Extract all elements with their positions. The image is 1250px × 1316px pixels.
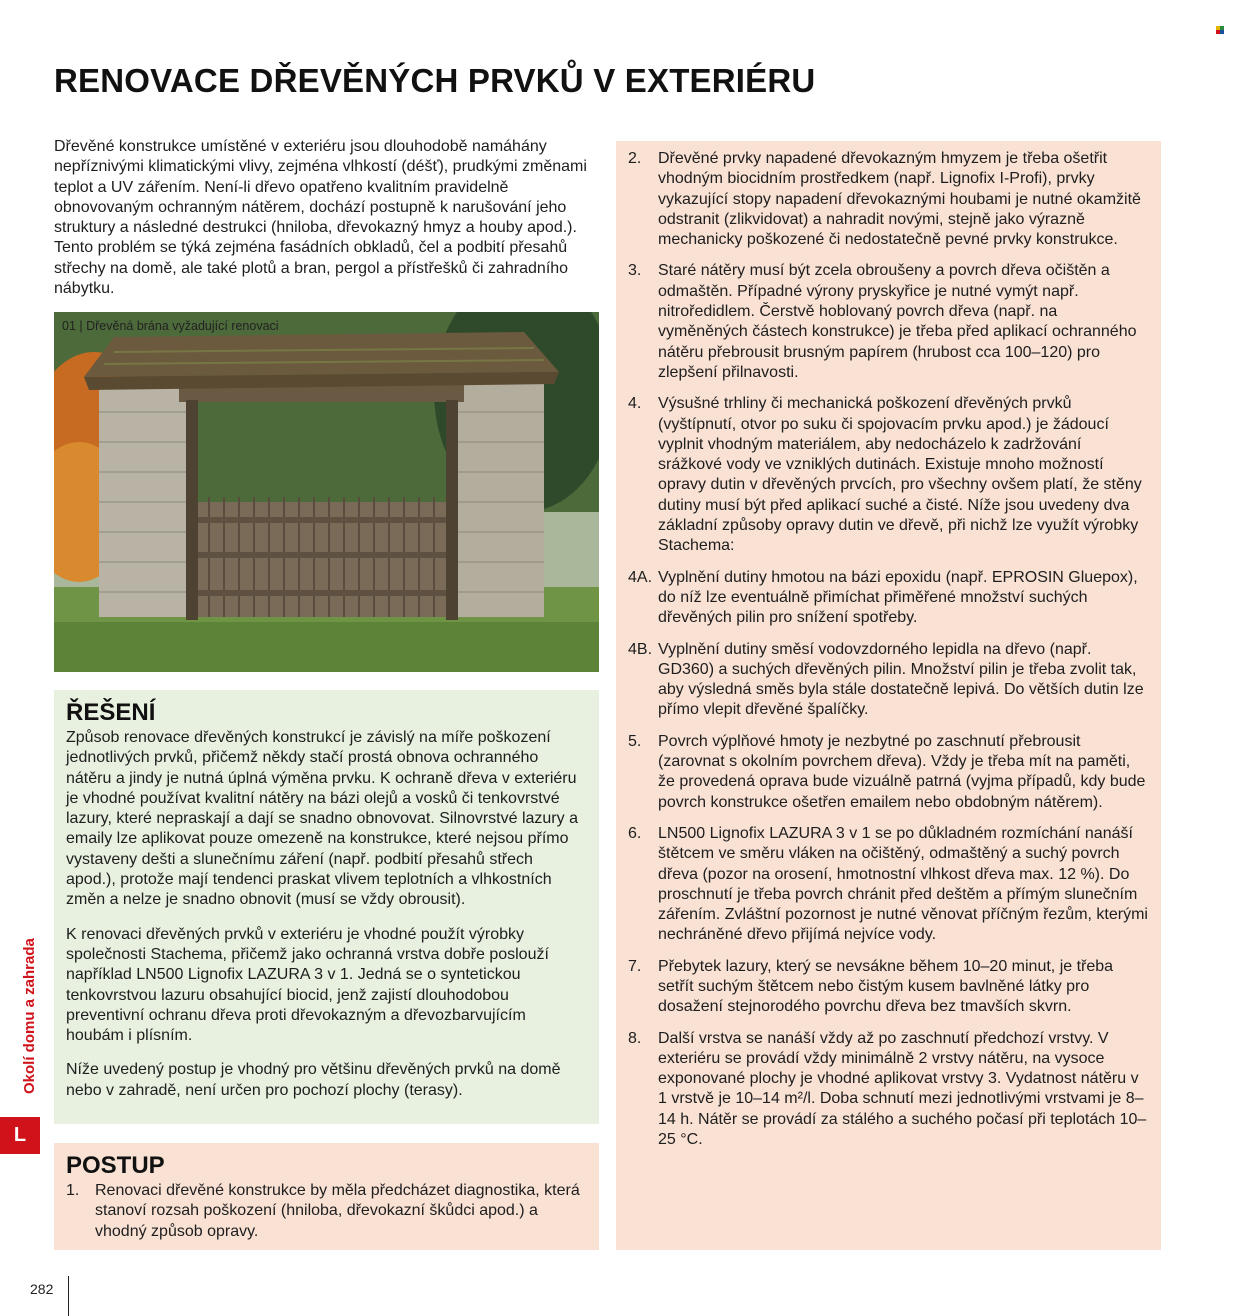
page-number: 282 xyxy=(30,1281,54,1297)
procedure-step xyxy=(628,957,1149,1018)
gate-image xyxy=(54,312,599,672)
step-text: Staré nátěry musí být zcela obroušeny a povrch dřeva očištěn a odmaštěn. Případné výrony pryskyřice je nutné vymýt např. nitroředidlem. Čerstvě hoblovaný povrch dřeva (např. na vyměněných částech konstrukce) je třeba před aplikací ochranného nátěru přebrousit brusným papírem (hrubost cca 100–120) pro zlepšení přilnavosti. xyxy=(658,262,1137,381)
step-number: 8. xyxy=(628,1029,642,1047)
procedure-step xyxy=(628,732,1149,813)
procedure-step xyxy=(628,640,1149,721)
solution-paragraph: Níže uvedený postup je vhodný pro většinu dřevěných prvků na domě nebo v zahradě, není určen pro pochozí plochy (terasy). xyxy=(66,1061,561,1099)
procedure-heading: POSTUP xyxy=(66,1152,165,1179)
procedure-step xyxy=(628,149,1149,250)
procedure-step xyxy=(628,261,1149,383)
step-number: 3. xyxy=(628,262,642,280)
step-text: Renovaci dřevěné konstrukce by měla předcházet diagnostika, která stanoví rozsah poškození (hniloba, dřevokazní škůdci apod.) a vhodný způsob opravy. xyxy=(95,1182,580,1240)
step-text: Přebytek lazury, který se nevsákne během 10–20 minut, je třeba setřít suchým štětcem nebo čistým kusem bavlněné látky pro dosažení stejnorodého povrchu dřeva bez tmavších skvrn. xyxy=(658,957,1114,1016)
photo-caption: 01 | Dřevěná brána vyžadující renovaci xyxy=(62,319,279,333)
section-label: Okolí domu a zahrada xyxy=(21,938,38,1094)
procedure-list-continued xyxy=(628,149,1149,1150)
procedure-step xyxy=(628,394,1149,556)
step-number: 4A. xyxy=(628,568,653,586)
gate-photo xyxy=(54,312,599,672)
step-number: 2. xyxy=(628,150,642,167)
color-registration-icon xyxy=(1216,26,1224,34)
step-number: 7. xyxy=(628,957,642,975)
solution-box xyxy=(54,690,599,1124)
page-title: RENOVACE DŘEVĚNÝCH PRVKŮ V EXTERIÉRU xyxy=(54,62,816,99)
intro-paragraph: Dřevěné konstrukce umístěné v exteriéru jsou dlouhodobě namáhány nepříznivými klimatickými vlivy, zejména vlhkostí (déšť), prudkými změnami teplot a UV zářením. Není-li dřevo opatřeno kvalitním pravidelně obnovovaným ochranným nátěrem, dochází postupně k narušování jeho struktury a následné destrukci (hniloba, dřevokazný hmyz a houby apod.). Tento problém se týká zejména fasádních obkladů, čel a podbití přesahů střechy na domě, ale také plotů a bran, pergol a přístřešků či zahradního nábytku. xyxy=(54,138,587,298)
step-number: 5. xyxy=(628,732,642,750)
procedure-step xyxy=(628,1029,1149,1151)
procedure-continued-box xyxy=(616,141,1161,1250)
procedure-step xyxy=(628,824,1149,946)
procedure-list xyxy=(66,1181,587,1242)
procedure-step xyxy=(628,568,1149,629)
step-text: Výsušné trhliny či mechanická poškození dřevěných prvků (vyštípnutí, otvor po suku či spojovacím prvku apod.) je žádoucí vyplnit vhodným materiálem, aby nedocházelo k zadržování srážkové vody ve vzniklých dutinách. Existuje mnoho možností opravy dutin v dřevěných prvcích, pro všechny ovšem platí, že stěny dutiny musí být před aplikací suché a čisté. Níže jsou uvedeny dva základní způsoby opravy dutin ve dřevě, při nichž lze využít výrobky Stachema: xyxy=(658,395,1142,555)
solution-heading: ŘEŠENÍ xyxy=(66,699,156,726)
step-text: Povrch výplňové hmoty je nezbytné po zaschnutí přebrousit (zarovnat s okolním povrchem dřeva). Vždy je třeba mít na paměti, že provedená oprava bude vizuálně patrná (vyjma případů, kdy bude povrch konstrukce ošetřen emailem nebo obdobným nátěrem). xyxy=(658,732,1146,811)
section-tab: L xyxy=(0,1117,40,1154)
step-number: 6. xyxy=(628,824,642,842)
step-number: 4B. xyxy=(628,640,653,658)
step-text: Vyplnění dutiny hmotou na bázi epoxidu (např. EPROSIN Gluepox), do níž lze eventuálně přimíchat přiměřené množství suchých dřevěných pilin pro snížení spotřeby. xyxy=(658,568,1138,627)
step-number: 1. xyxy=(66,1182,80,1199)
step-text: Dřevěné prvky napadené dřevokazným hmyzem je třeba ošetřit vhodným biocidním prostředkem (např. Lignofix I-Profi), prvky vykazující stopy napadení dřevokaznými houbami je nutné okamžitě odstranit (zlikvidovat) a nahradit novými, stejně jako výrazně mechanicky poškozené či nedostatečně pevné prvky konstrukce. xyxy=(658,150,1141,249)
solution-paragraph: K renovaci dřevěných prvků v exteriéru je vhodné použít výrobky společnosti Stachema, přičemž jako ochranná vrstva dobře poslouží například LN500 Lignofix LAZURA 3 v 1. Jedná se o syntetickou tenkovrstvou lazuru obsahující biocid, jenž zajistí dlouhodobou preventivní ochranu dřeva proti dřevokazným a dřevozbarvujícím houbám i plísním. xyxy=(66,925,549,1045)
procedure-box xyxy=(54,1143,599,1250)
step-text: Vyplnění dutiny směsí vodovzdorného lepidla na dřevo (např. GD360) a suchých dřevěných pilin. Množství pilin je třeba zvolit tak, aby výsledná směs byla stále dostatečně lepivá. Do větších dutin lze přímo vlepit dřevěné špalíčky. xyxy=(658,640,1144,719)
procedure-step xyxy=(66,1181,587,1242)
page-divider xyxy=(68,1276,69,1316)
step-text: Další vrstva se nanáší vždy až po zaschnutí předchozí vrstvy. V exteriéru se provádí vždy minimálně 2 vrstvy nátěru, na vysoce exponované plochy je vhodné aplikovat vrstvy 3. Vydatnost nátěru v 1 vrstvě je 10–14 m²/l. Doba schnutí mezi jednotlivými vrstvami je 8–14 h. Nátěr se provádí za stálého a suchého počasí při teplotách 10–25 °C. xyxy=(658,1029,1147,1149)
step-text: LN500 Lignofix LAZURA 3 v 1 se po důkladném rozmíchání nanáší štětcem ve směru vláken na očištěný, odmaštěný a suchý povrch dřeva (pozor na orosení, hmotnostní vlhkost dřeva max. 12 %). Do proschnutí je třeba povrch chránit před deštěm a přímým slunečním zářením. Zvláštní pozornost je nutné věnovat příčným řezům, kterými nechráněné dřevo přijímá nejvíce vody. xyxy=(658,824,1148,944)
step-number: 4. xyxy=(628,395,642,413)
solution-paragraph: Způsob renovace dřevěných konstrukcí je závislý na míře poškození jednotlivých prvků, přičemž někdy stačí prostá obnova ochranného nátěru a jindy je nutná úplná výměna prvku. K ochraně dřeva v exteriéru je vhodné používat kvalitní nátěry na bázi olejů a vosků či tenkovrstvé lazury, které nepraskají a dají se snadno obnovovat. Silnovrstvé lazury a emaily lze aplikovat pouze omezeně na konstrukce, které nejsou přímo vystaveny dešti a slunečnímu záření (např. podbití přesahů střech apod.), protože mají tendenci praskat vlivem teplotních a vlhkostních změn a nelze je snadno obnovit (musí se vždy obrousit). xyxy=(66,729,578,909)
